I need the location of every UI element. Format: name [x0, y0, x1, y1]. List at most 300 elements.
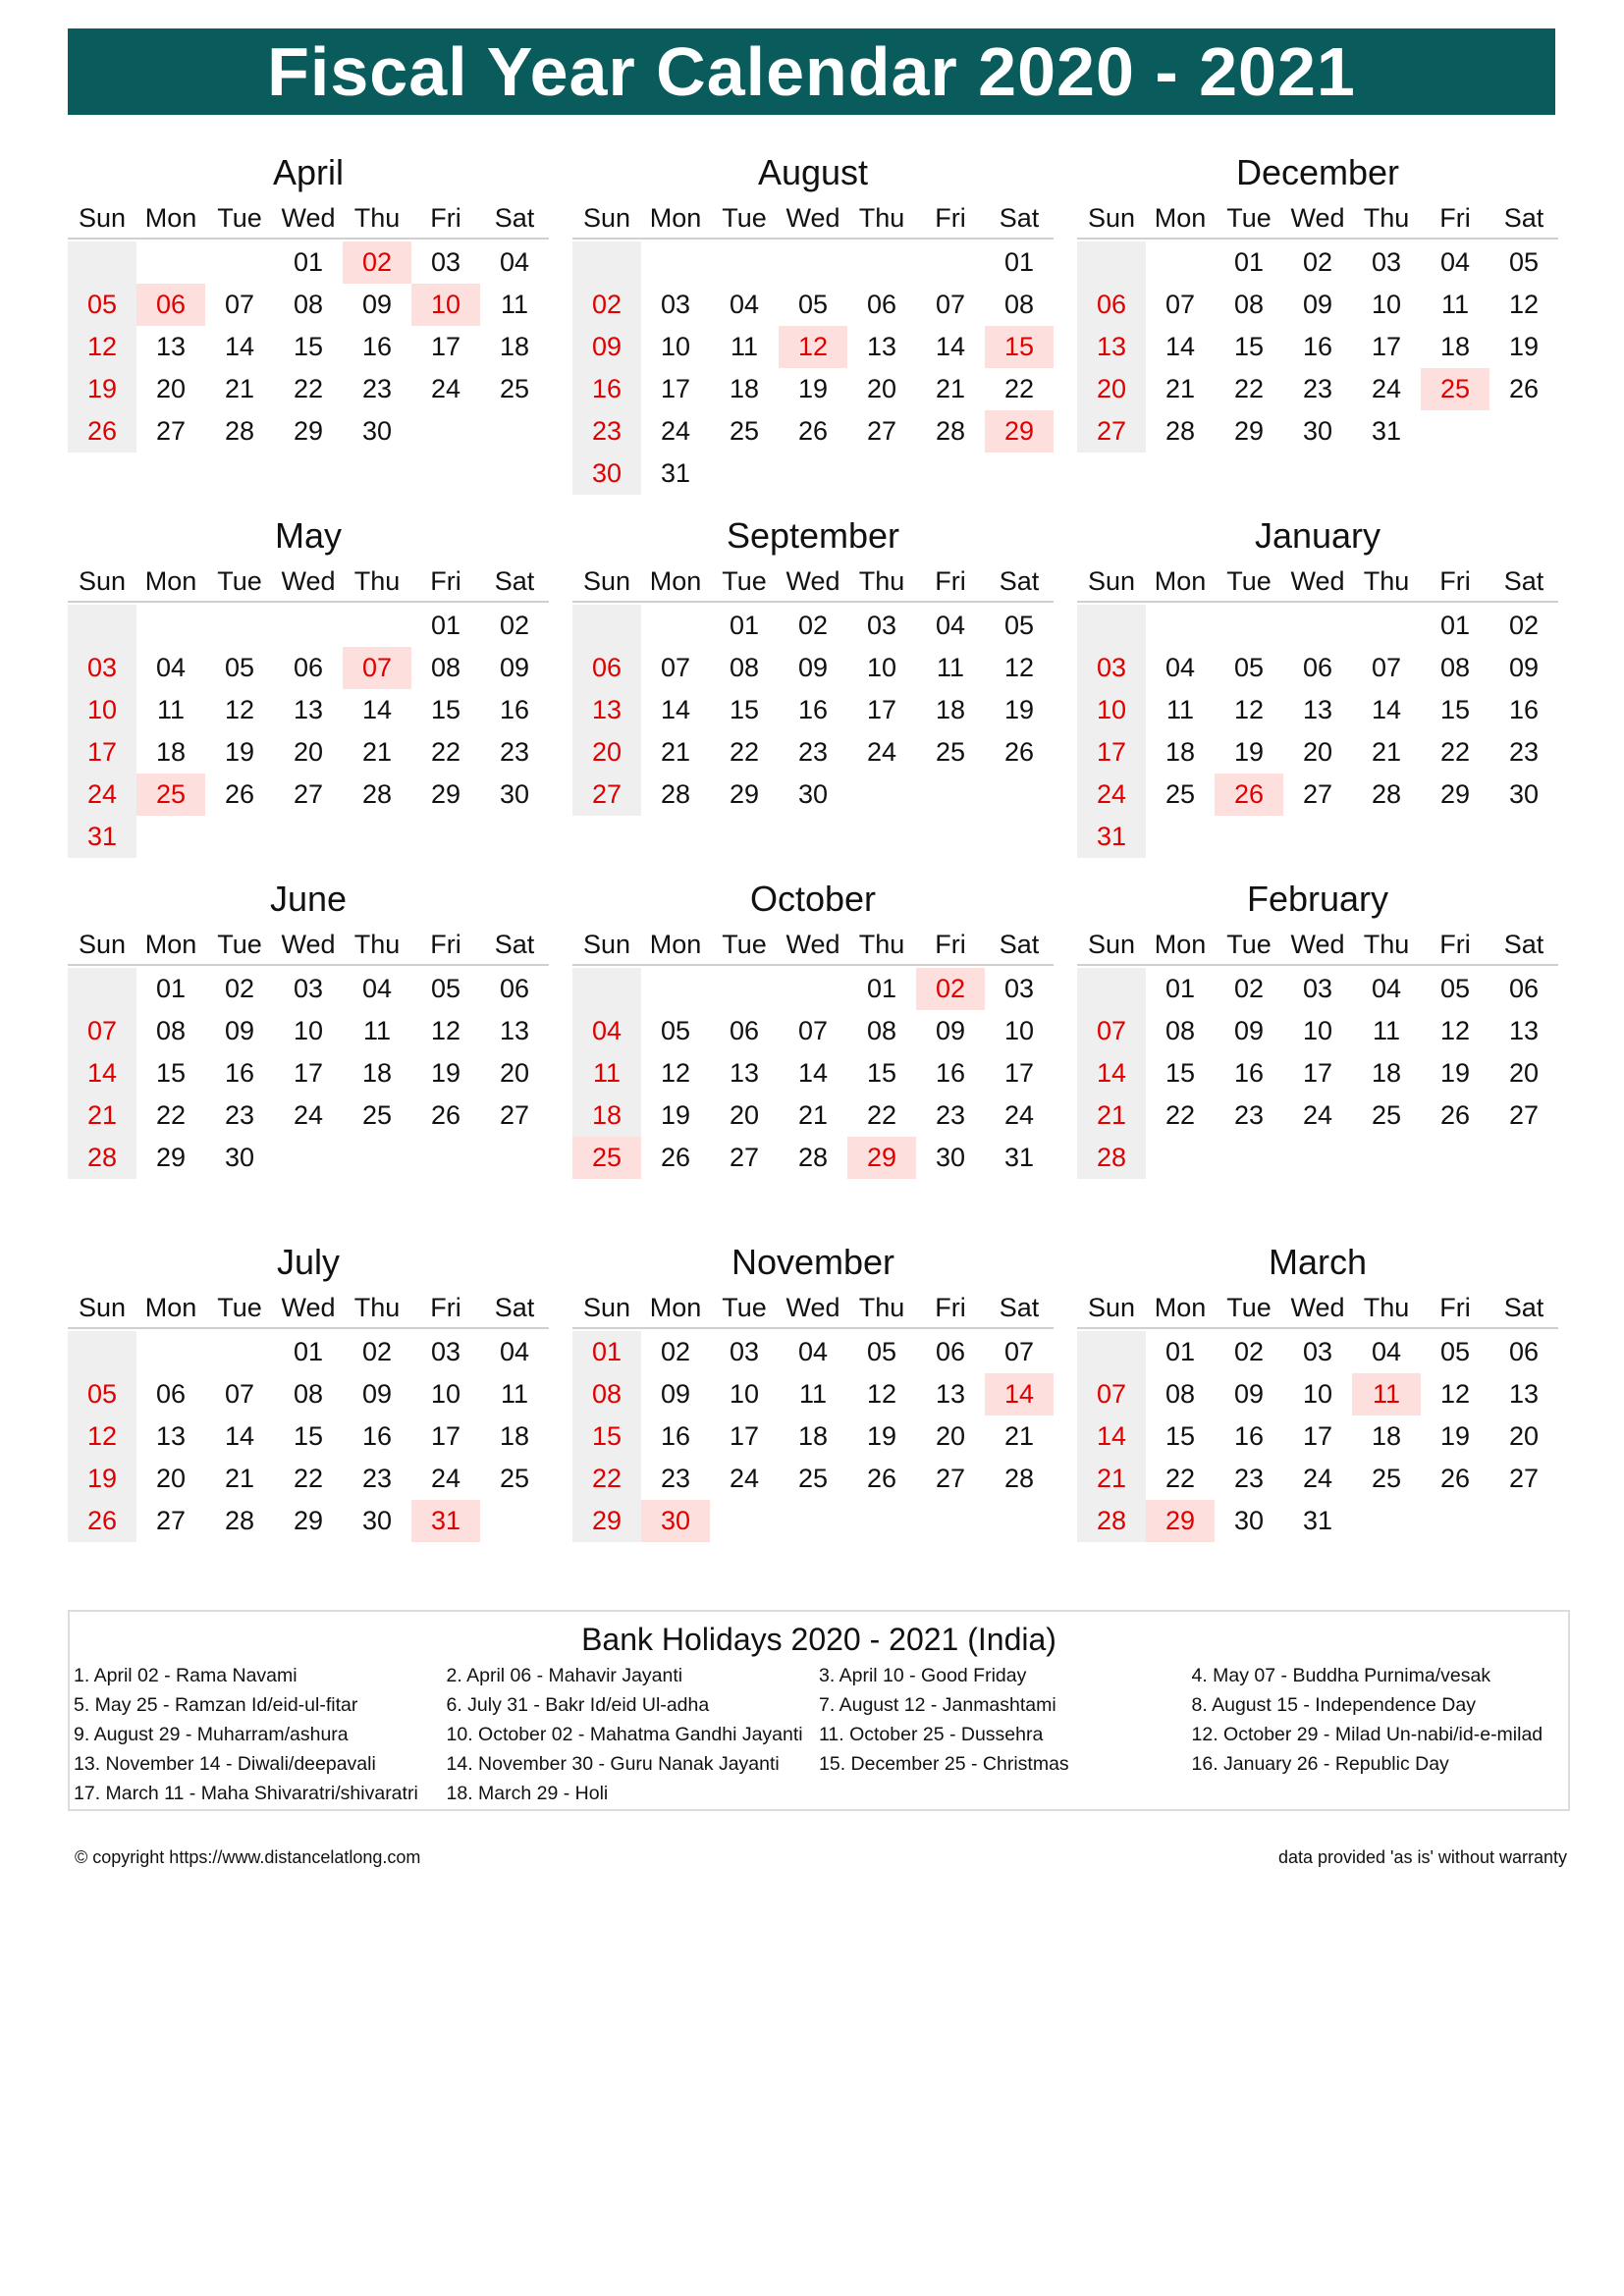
weekday-label: Mon [144, 566, 197, 596]
weekday-label: Fri [935, 566, 966, 596]
weekday-label: Fri [430, 1293, 461, 1322]
day-grid [1077, 1329, 1558, 1542]
holiday-item: 4. May 07 - Buddha Purnima/vesak [1191, 1665, 1491, 1686]
month-name: July [276, 1242, 341, 1282]
day-cell: 17 [1302, 1058, 1333, 1088]
day-cell: 18 [155, 737, 187, 767]
day-empty [1077, 241, 1146, 284]
day-cell: 26 [866, 1464, 897, 1493]
day-cell: 19 [1003, 695, 1035, 724]
day-cell: 24 [729, 1464, 760, 1493]
month-april [68, 147, 549, 510]
day-cell: 05 [1508, 247, 1540, 277]
day-cell: 13 [499, 1016, 530, 1045]
holiday-item: 5. May 25 - Ramzan Id/eid-ul-fitar [74, 1694, 358, 1716]
weekday-header [68, 925, 549, 966]
day-cell: 24 [1371, 374, 1402, 403]
day-cell: 27 [1508, 1100, 1540, 1130]
weekday-header [1077, 561, 1558, 603]
day-cell: 11 [1165, 695, 1195, 724]
day-empty [779, 241, 847, 284]
disclaimer-text: data provided 'as is' without warranty [1277, 1847, 1567, 1867]
day-cell: 15 [293, 1421, 324, 1451]
day-empty [847, 241, 916, 284]
day-cell: 25 [1371, 1100, 1402, 1130]
weekday-label: Mon [144, 1293, 197, 1322]
day-cell: 31 [1077, 816, 1146, 858]
weekday-label: Sat [494, 566, 535, 596]
holiday-item: 7. August 12 - Janmashtami [819, 1694, 1056, 1716]
day-cell-holiday: 25 [572, 1137, 641, 1179]
day-cell: 08 [1439, 653, 1471, 682]
day-cell: 30 [797, 779, 829, 809]
day-cell: 24 [1302, 1100, 1333, 1130]
month-september [572, 510, 1054, 874]
day-cell: 12 [1439, 1379, 1471, 1409]
day-cell: 06 [729, 1016, 760, 1045]
day-cell: 14 [224, 332, 255, 361]
day-cell: 13 [1302, 695, 1333, 724]
day-cell: 17 [1371, 332, 1402, 361]
day-cell: 14 [1371, 695, 1402, 724]
day-cell: 10 [1003, 1016, 1035, 1045]
day-cell: 01 [1439, 611, 1471, 640]
day-cell: 19 [1439, 1421, 1471, 1451]
month-name: January [1254, 515, 1381, 556]
weekday-label: Tue [1226, 930, 1272, 959]
weekday-label: Sat [999, 1293, 1040, 1322]
day-empty [641, 968, 710, 1010]
day-empty [641, 605, 710, 647]
day-cell: 02 [797, 611, 829, 640]
weekday-label: Fri [430, 203, 461, 233]
weekday-label: Thu [858, 1293, 905, 1322]
day-cell: 21 [1003, 1421, 1035, 1451]
day-cell: 03 [1302, 1337, 1333, 1366]
day-cell: 19 [1439, 1058, 1471, 1088]
holiday-item: 12. October 29 - Milad Un-nabi/id-e-milad [1191, 1724, 1543, 1745]
day-cell: 17 [430, 332, 461, 361]
day-cell: 02 [224, 974, 255, 1003]
weekday-label: Sat [494, 930, 535, 959]
day-cell: 15 [430, 695, 461, 724]
day-cell: 08 [729, 653, 760, 682]
day-cell: 13 [155, 332, 187, 361]
holiday-item: 16. January 26 - Republic Day [1191, 1753, 1449, 1775]
holiday-item: 2. April 06 - Mahavir Jayanti [446, 1665, 683, 1686]
weekday-label: Tue [217, 930, 262, 959]
month-name: November [731, 1242, 895, 1282]
day-empty [68, 968, 136, 1010]
weekday-label: Sun [1087, 930, 1136, 959]
weekday-label: Tue [722, 930, 767, 959]
day-empty [205, 605, 274, 647]
day-cell: 26 [68, 410, 136, 453]
weekday-label: Wed [785, 1293, 840, 1322]
day-cell: 01 [1003, 247, 1035, 277]
day-cell: 03 [1003, 974, 1035, 1003]
day-cell: 21 [224, 1464, 255, 1493]
day-cell: 27 [866, 416, 897, 446]
day-empty [572, 605, 641, 647]
month-name: June [269, 879, 348, 919]
day-cell: 08 [293, 1379, 324, 1409]
day-cell: 02 [572, 284, 641, 326]
day-cell: 24 [430, 1464, 461, 1493]
weekday-label: Tue [217, 1293, 262, 1322]
weekday-label: Thu [353, 203, 401, 233]
day-cell: 26 [797, 416, 829, 446]
day-cell: 27 [572, 774, 641, 816]
weekday-label: Mon [1154, 566, 1207, 596]
day-empty [710, 241, 779, 284]
month-july [68, 1237, 549, 1600]
day-cell: 01 [572, 1331, 641, 1373]
day-cell: 09 [572, 326, 641, 368]
day-cell: 10 [1371, 290, 1402, 319]
day-cell: 04 [1371, 974, 1402, 1003]
day-cell: 23 [1508, 737, 1540, 767]
day-cell: 28 [797, 1143, 829, 1172]
day-cell: 17 [68, 731, 136, 774]
weekday-label: Sat [999, 930, 1040, 959]
day-cell: 16 [1302, 332, 1333, 361]
day-cell: 23 [499, 737, 530, 767]
day-cell: 01 [729, 611, 760, 640]
day-cell: 27 [1302, 779, 1333, 809]
day-cell: 06 [499, 974, 530, 1003]
day-cell: 09 [1233, 1379, 1265, 1409]
day-cell: 17 [430, 1421, 461, 1451]
weekday-label: Wed [281, 930, 336, 959]
day-cell: 16 [361, 332, 393, 361]
day-cell-holiday: 07 [343, 647, 411, 689]
day-cell: 20 [155, 374, 187, 403]
day-grid [68, 240, 549, 453]
day-cell: 19 [866, 1421, 897, 1451]
weekday-label: Thu [1363, 1293, 1410, 1322]
day-cell: 04 [499, 1337, 530, 1366]
weekday-label: Fri [430, 566, 461, 596]
day-empty [1352, 605, 1421, 647]
day-cell: 08 [293, 290, 324, 319]
day-cell: 01 [1164, 974, 1196, 1003]
weekday-label: Wed [785, 930, 840, 959]
day-empty [572, 241, 641, 284]
day-cell: 28 [68, 1137, 136, 1179]
day-cell: 23 [1233, 1100, 1265, 1130]
day-cell: 28 [361, 779, 393, 809]
weekday-label: Sun [1087, 566, 1136, 596]
day-cell: 03 [430, 1337, 461, 1366]
month-name: October [749, 879, 877, 919]
weekday-label: Wed [785, 203, 840, 233]
day-cell: 20 [729, 1100, 760, 1130]
day-cell: 17 [1302, 1421, 1333, 1451]
day-empty [1215, 605, 1283, 647]
weekday-label: Thu [353, 1293, 401, 1322]
day-cell: 19 [68, 1458, 136, 1500]
month-name: March [1268, 1242, 1368, 1282]
day-cell: 06 [293, 653, 324, 682]
weekday-label: Tue [1226, 203, 1272, 233]
weekday-label: Sat [1503, 566, 1544, 596]
day-cell: 28 [1164, 416, 1196, 446]
day-empty [572, 968, 641, 1010]
day-empty [1077, 605, 1146, 647]
day-cell: 18 [361, 1058, 393, 1088]
weekday-label: Thu [353, 930, 401, 959]
day-cell: 17 [660, 374, 691, 403]
weekday-label: Tue [217, 566, 262, 596]
weekday-label: Sun [582, 566, 631, 596]
day-grid [68, 966, 549, 1179]
day-cell: 16 [1508, 695, 1540, 724]
day-cell: 27 [1508, 1464, 1540, 1493]
holiday-item: 8. August 15 - Independence Day [1191, 1694, 1476, 1716]
day-empty [1146, 241, 1215, 284]
day-cell: 18 [797, 1421, 829, 1451]
day-cell: 30 [935, 1143, 966, 1172]
day-cell: 27 [499, 1100, 530, 1130]
day-cell: 20 [155, 1464, 187, 1493]
day-cell: 07 [1003, 1337, 1035, 1366]
day-empty [710, 968, 779, 1010]
day-cell: 10 [68, 689, 136, 731]
day-cell: 11 [936, 653, 965, 682]
day-cell: 27 [935, 1464, 966, 1493]
day-cell: 29 [572, 1500, 641, 1542]
weekday-label: Sun [1087, 1293, 1136, 1322]
weekday-header [68, 1288, 549, 1329]
month-january [1077, 510, 1558, 874]
day-cell: 28 [1077, 1500, 1146, 1542]
day-cell: 07 [1164, 290, 1196, 319]
day-cell: 26 [430, 1100, 461, 1130]
holiday-item: 10. October 02 - Mahatma Gandhi Jayanti [446, 1724, 803, 1745]
day-cell: 29 [293, 1506, 324, 1535]
day-cell: 15 [1164, 1058, 1196, 1088]
day-cell: 06 [1302, 653, 1333, 682]
day-empty [1077, 968, 1146, 1010]
day-cell: 01 [293, 247, 324, 277]
day-cell: 09 [797, 653, 829, 682]
day-cell: 20 [1508, 1421, 1540, 1451]
day-cell: 29 [430, 779, 461, 809]
day-cell: 23 [1233, 1464, 1265, 1493]
day-cell: 30 [572, 453, 641, 495]
day-grid [68, 603, 549, 858]
day-cell: 21 [1371, 737, 1402, 767]
day-cell: 29 [1233, 416, 1265, 446]
weekday-label: Mon [649, 566, 702, 596]
day-cell: 04 [155, 653, 187, 682]
weekday-label: Tue [722, 203, 767, 233]
day-cell-holiday: 06 [136, 284, 205, 326]
day-cell: 16 [572, 368, 641, 410]
day-cell: 08 [866, 1016, 897, 1045]
day-cell: 26 [1439, 1464, 1471, 1493]
day-cell: 16 [499, 695, 530, 724]
weekday-label: Wed [785, 566, 840, 596]
day-cell: 05 [1003, 611, 1035, 640]
day-cell: 25 [797, 1464, 829, 1493]
weekday-label: Thu [858, 203, 905, 233]
weekday-label: Sun [582, 203, 631, 233]
day-cell-holiday: 02 [343, 241, 411, 284]
day-cell: 09 [660, 1379, 691, 1409]
day-empty [136, 1331, 205, 1373]
day-cell: 26 [1508, 374, 1540, 403]
day-cell: 19 [660, 1100, 691, 1130]
day-cell-holiday: 26 [1215, 774, 1283, 816]
day-empty [641, 241, 710, 284]
day-cell: 21 [1164, 374, 1196, 403]
day-cell: 05 [430, 974, 461, 1003]
month-name: December [1235, 152, 1400, 192]
day-cell: 31 [1302, 1506, 1333, 1535]
day-cell: 13 [866, 332, 897, 361]
holiday-item: 14. November 30 - Guru Nanak Jayanti [446, 1753, 780, 1775]
day-cell: 18 [729, 374, 760, 403]
day-cell: 24 [1077, 774, 1146, 816]
day-cell: 08 [572, 1373, 641, 1415]
day-cell: 15 [155, 1058, 187, 1088]
day-cell-holiday: 11 [1352, 1373, 1421, 1415]
day-cell-holiday: 29 [1146, 1500, 1215, 1542]
page-title: Fiscal Year Calendar 2020 - 2021 [68, 28, 1555, 115]
weekday-label: Tue [1226, 566, 1272, 596]
day-empty [1146, 605, 1215, 647]
month-name: April [272, 152, 345, 192]
day-cell: 19 [68, 368, 136, 410]
day-cell: 26 [224, 779, 255, 809]
day-cell: 25 [935, 737, 966, 767]
day-cell: 26 [68, 1500, 136, 1542]
day-cell: 07 [660, 653, 691, 682]
day-cell: 24 [430, 374, 461, 403]
day-cell: 20 [1508, 1058, 1540, 1088]
day-empty [205, 241, 274, 284]
day-cell: 04 [935, 611, 966, 640]
day-cell: 08 [430, 653, 461, 682]
day-cell: 04 [1439, 247, 1471, 277]
day-cell: 24 [1302, 1464, 1333, 1493]
day-cell: 25 [361, 1100, 393, 1130]
day-cell: 17 [866, 695, 897, 724]
day-cell: 14 [1077, 1415, 1146, 1458]
weekday-label: Fri [1439, 930, 1471, 959]
day-cell: 06 [1508, 974, 1540, 1003]
day-cell: 09 [935, 1016, 966, 1045]
day-cell: 17 [729, 1421, 760, 1451]
holiday-item: 15. December 25 - Christmas [819, 1753, 1069, 1775]
day-cell: 04 [572, 1010, 641, 1052]
day-empty [136, 605, 205, 647]
day-cell-holiday: 14 [985, 1373, 1054, 1415]
day-cell: 10 [1302, 1016, 1333, 1045]
day-cell: 09 [361, 290, 393, 319]
weekday-label: Mon [649, 930, 702, 959]
day-cell: 02 [660, 1337, 691, 1366]
day-empty [68, 241, 136, 284]
day-cell: 03 [1302, 974, 1333, 1003]
day-cell: 25 [1164, 779, 1196, 809]
day-cell: 13 [1508, 1379, 1540, 1409]
day-grid [572, 966, 1054, 1179]
bank-holidays-panel [68, 1610, 1570, 1811]
day-cell: 14 [660, 695, 691, 724]
day-cell: 12 [1508, 290, 1540, 319]
day-cell: 03 [293, 974, 324, 1003]
month-name: August [757, 152, 869, 192]
day-cell: 09 [361, 1379, 393, 1409]
day-cell: 03 [68, 647, 136, 689]
weekday-label: Tue [217, 203, 262, 233]
day-cell: 11 [1372, 1016, 1401, 1045]
day-cell: 30 [224, 1143, 255, 1172]
day-cell: 30 [361, 416, 393, 446]
day-cell: 17 [293, 1058, 324, 1088]
day-cell: 21 [935, 374, 966, 403]
weekday-label: Sun [1087, 203, 1136, 233]
weekday-label: Sat [1503, 203, 1544, 233]
day-cell: 22 [293, 1464, 324, 1493]
weekday-label: Sat [1503, 930, 1544, 959]
day-cell-holiday: 25 [1421, 368, 1489, 410]
day-cell: 21 [660, 737, 691, 767]
day-cell: 05 [1439, 974, 1471, 1003]
weekday-label: Thu [1363, 930, 1410, 959]
day-cell: 18 [1164, 737, 1196, 767]
day-cell: 28 [935, 416, 966, 446]
day-cell: 10 [729, 1379, 760, 1409]
day-cell: 05 [224, 653, 255, 682]
weekday-header [1077, 198, 1558, 240]
day-cell: 18 [1371, 1058, 1402, 1088]
day-cell: 12 [1439, 1016, 1471, 1045]
month-june [68, 874, 549, 1237]
weekday-label: Thu [858, 566, 905, 596]
day-empty [205, 1331, 274, 1373]
day-cell: 21 [797, 1100, 829, 1130]
copyright-text: © copyright https://www.distancelatlong.com [75, 1847, 421, 1867]
bank-holidays-title: Bank Holidays 2020 - 2021 (India) [581, 1622, 1056, 1657]
day-cell: 29 [293, 416, 324, 446]
weekday-label: Mon [649, 203, 702, 233]
day-cell: 21 [361, 737, 393, 767]
day-cell: 08 [155, 1016, 187, 1045]
weekday-label: Sat [1503, 1293, 1544, 1322]
weekday-label: Thu [1363, 566, 1410, 596]
weekday-label: Sat [494, 203, 535, 233]
holiday-item: 6. July 31 - Bakr Id/eid Ul-adha [446, 1694, 710, 1716]
day-cell: 04 [499, 247, 530, 277]
holiday-item: 17. March 11 - Maha Shivaratri/shivaratri [74, 1783, 418, 1804]
day-cell: 09 [1233, 1016, 1265, 1045]
day-cell: 25 [729, 416, 760, 446]
weekday-label: Sun [78, 203, 127, 233]
day-cell: 12 [1003, 653, 1035, 682]
day-grid [572, 1329, 1054, 1542]
day-cell: 05 [660, 1016, 691, 1045]
weekday-label: Wed [1290, 203, 1345, 233]
weekday-label: Fri [1439, 1293, 1471, 1322]
day-cell: 12 [68, 1415, 136, 1458]
day-cell: 19 [1508, 332, 1540, 361]
day-cell: 27 [155, 416, 187, 446]
day-cell: 05 [866, 1337, 897, 1366]
